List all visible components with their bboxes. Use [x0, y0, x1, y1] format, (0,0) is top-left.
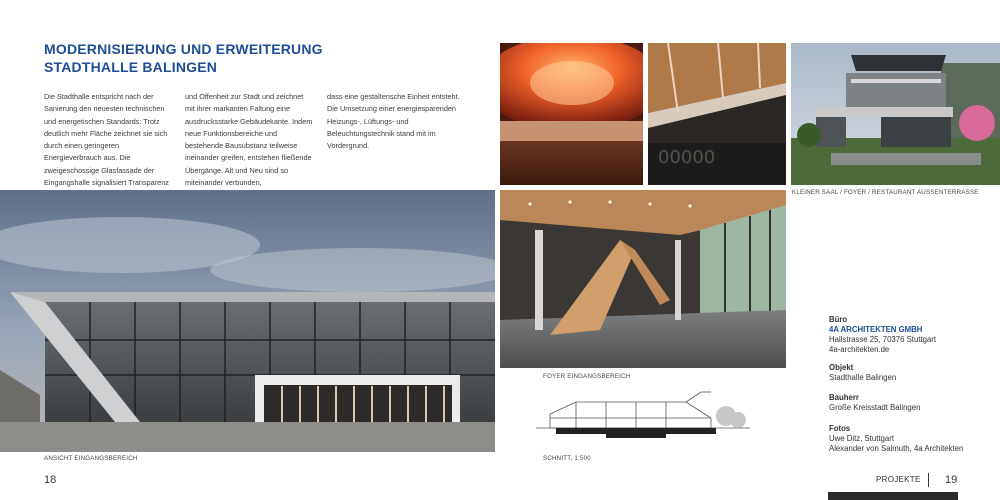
footer-divider: [928, 473, 929, 487]
info-bauherr-value: Große Kreisstadt Balingen: [829, 403, 921, 412]
body-column-3: [327, 91, 461, 152]
body-column-2: [185, 91, 313, 189]
body-text-2: und Offenheit zur Stadt und zeichnet mit ihrer markanten Faltung eine ausdrucksstarke Gebäudekante. Indem neue Funktionsbereiche und bestehende Bausubstanz teilweise ineinander greifen, entstehen fließende Übergänge. Alt und Neu sind so miteinander verbunden,: [185, 92, 313, 188]
info-buero-address: Hallstrasse 25, 70376 Stuttgart: [829, 335, 937, 344]
info-bauherr: [829, 393, 920, 413]
body-text-1: Die Stadthalle entspricht nach der Sanierung den neuesten technischen und energetischen Standards: Trotz deutlich mehr Fläche zeichnet sie sich durch einen geringeren Energieverbrauch aus. Die zweigeschossige Glasfassade der Eingangshalle signalisiert Transparenz: [44, 92, 169, 188]
info-bauherr-label: Bauherr: [829, 393, 859, 402]
info-objekt-value: Stadthalle Balingen: [829, 373, 897, 382]
info-fotos: [829, 424, 963, 454]
page-number-right: 19: [945, 474, 958, 486]
info-objekt: [829, 363, 896, 383]
caption-top-right: KLEINER SAAL / FOYER / RESTAURANT AUSSENTERRASSE: [792, 189, 979, 196]
footer-section-label: PROJEKTE: [876, 475, 921, 484]
info-fotos-line1: Uwe Ditz, Stuttgart: [829, 434, 894, 443]
info-buero: [829, 315, 936, 355]
info-fotos-label: Fotos: [829, 424, 851, 433]
info-objekt-label: Objekt: [829, 363, 854, 372]
page-title: MODERNISIERUNG UND ERWEITERUNG STADTHALLE BALINGEN: [44, 41, 323, 75]
photo-small-hall: [500, 43, 643, 185]
info-buero-label: Büro: [829, 315, 848, 324]
info-buero-web: 4a-architekten.de: [829, 345, 890, 354]
photo-foyer-interior: [500, 190, 786, 368]
svg-text:00000: 00000: [658, 147, 716, 168]
body-text-3: dass eine gestalterische Einheit entsteht. Die Umsetzung einer energiesparenden Heizungs-, Lüftungs- und Beleuchtungstechnik stand mit im Vordergrund.: [327, 92, 460, 151]
page-number-left: 18: [44, 474, 57, 486]
footer-bar: [828, 492, 958, 500]
info-fotos-line2: Alexander von Salmuth, 4a Architekten: [829, 444, 964, 453]
caption-schnitt: SCHNITT, 1:500: [543, 455, 591, 462]
photo-foyer-dark: [648, 43, 786, 185]
photo-restaurant-terrace: [791, 43, 1000, 185]
caption-left-big: ANSICHT EINGANGSBEREICH: [44, 455, 138, 462]
info-buero-name: 4A ARCHITEKTEN GMBH: [829, 325, 923, 334]
body-column-1: [44, 91, 172, 189]
section-drawing: [536, 388, 750, 444]
photo-entrance-view: [0, 190, 495, 452]
caption-foyer: FOYER EINGANGSBEREICH: [543, 373, 631, 380]
